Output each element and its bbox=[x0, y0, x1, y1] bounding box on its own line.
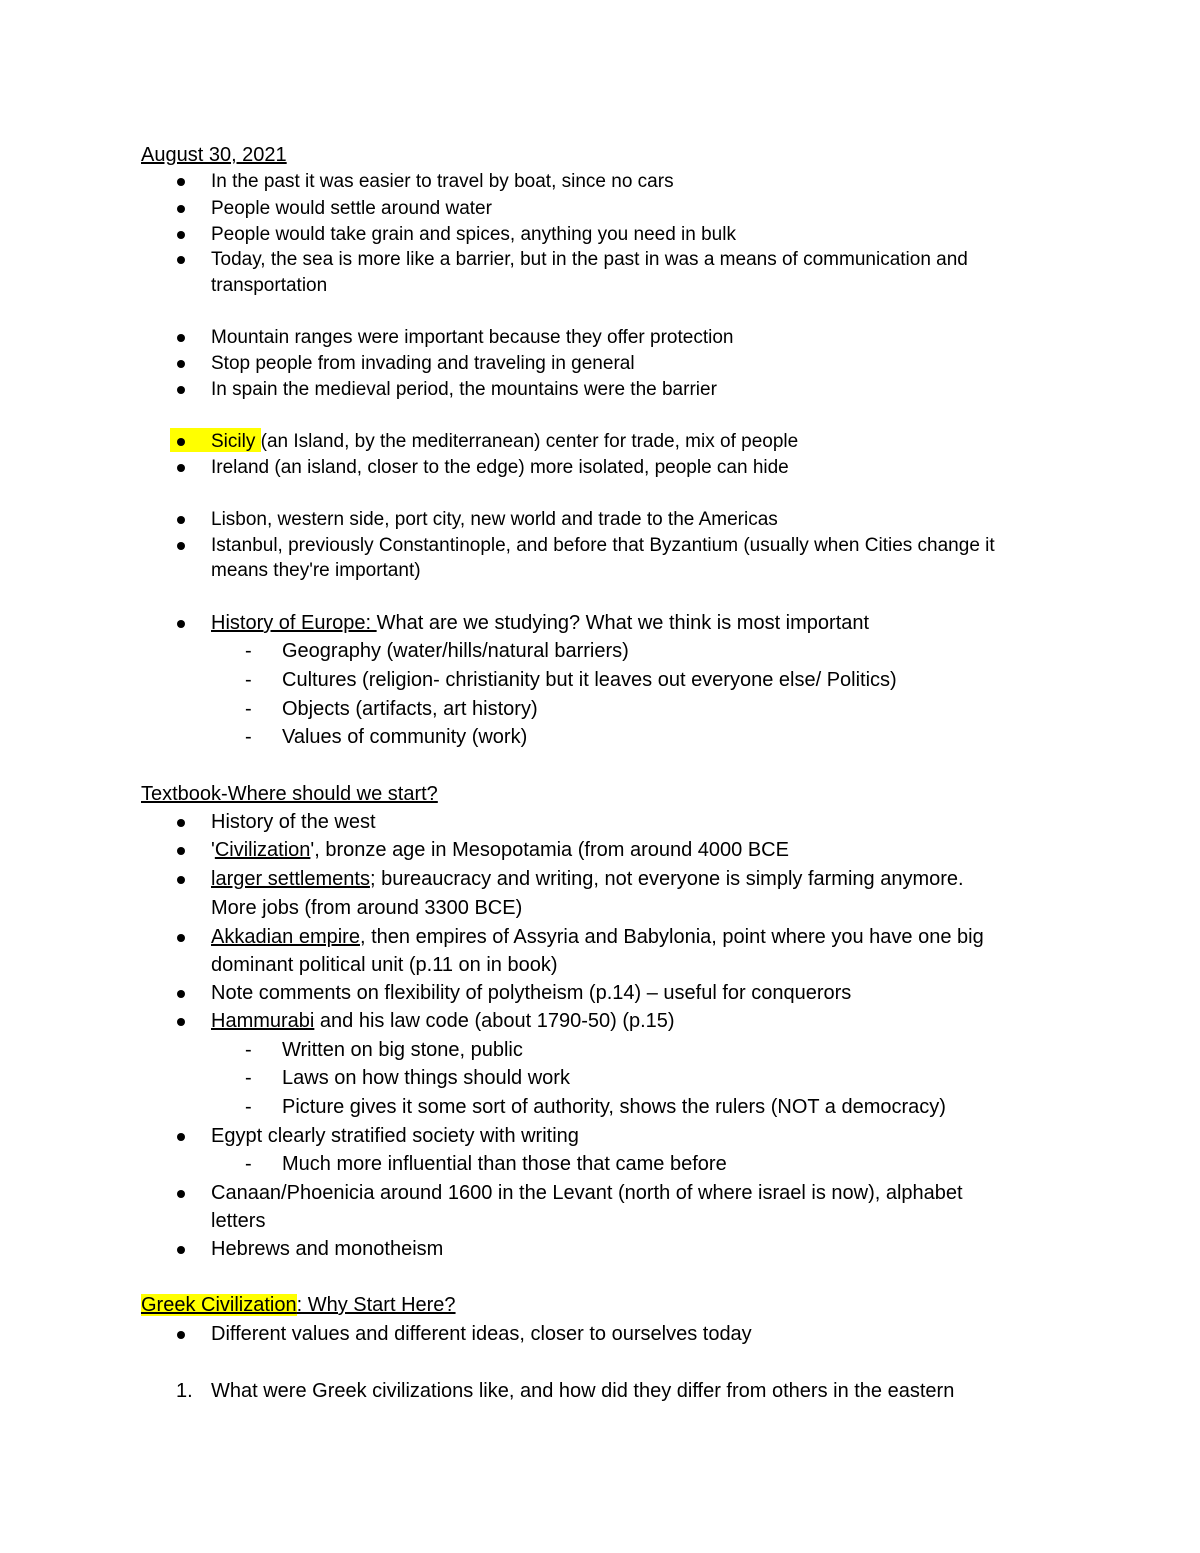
list-item: People would settle around water bbox=[211, 198, 492, 219]
dash-icon: - bbox=[245, 698, 252, 720]
numbered-item: What were Greek civilizations like, and how did they differ from others in the eastern bbox=[211, 1380, 955, 1402]
bullet-icon bbox=[177, 231, 185, 239]
list-item: Stop people from invading and traveling in general bbox=[211, 353, 635, 374]
bullet-icon bbox=[177, 847, 185, 855]
bullet-icon bbox=[177, 464, 185, 472]
list-item: People would take grain and spices, anything you need in bulk bbox=[211, 224, 736, 245]
underlined-term: Hammurabi bbox=[211, 1010, 315, 1032]
bullet-icon bbox=[177, 1133, 185, 1141]
list-item-continuation: dominant political unit (p.11 on in book) bbox=[211, 954, 558, 976]
bullet-icon bbox=[177, 386, 185, 394]
sub-list-item: Picture gives it some sort of authority, shows the rulers (NOT a democracy) bbox=[282, 1096, 946, 1118]
list-item: Istanbul, previously Constantinople, and before that Byzantium (usually when Cities change it bbox=[211, 535, 995, 556]
bullet-icon bbox=[177, 205, 185, 213]
bullet-icon bbox=[177, 876, 185, 884]
list-item: Canaan/Phoenicia around 1600 in the Levant (north of where israel is now), alphabet bbox=[211, 1182, 963, 1204]
bullet-icon bbox=[177, 1331, 185, 1339]
section-heading-aug30: August 30, 2021 bbox=[141, 144, 287, 166]
bullet-icon bbox=[177, 934, 185, 942]
highlighted-term: Greek Civilization bbox=[141, 1294, 297, 1316]
dash-icon: - bbox=[245, 640, 252, 662]
list-item: Lisbon, western side, port city, new world and trade to the Americas bbox=[211, 509, 778, 530]
bullet-icon bbox=[177, 360, 185, 368]
list-item: Different values and different ideas, closer to ourselves today bbox=[211, 1323, 752, 1345]
underlined-term: History of Europe: bbox=[211, 612, 377, 634]
dash-icon: - bbox=[245, 669, 252, 691]
sub-list-item: Written on big stone, public bbox=[282, 1039, 523, 1061]
bullet-icon bbox=[177, 334, 185, 342]
list-item: Ireland (an island, closer to the edge) more isolated, people can hide bbox=[211, 457, 789, 478]
list-item: Sicily (an Island, by the mediterranean) center for trade, mix of people bbox=[211, 431, 799, 452]
sub-list-item: Laws on how things should work bbox=[282, 1067, 570, 1089]
list-item-continuation: transportation bbox=[211, 275, 328, 296]
list-item: Hammurabi and his law code (about 1790-50) (p.15) bbox=[211, 1010, 675, 1032]
sub-list-item: Objects (artifacts, art history) bbox=[282, 698, 538, 720]
bullet-icon bbox=[177, 1246, 185, 1254]
list-item: History of the west bbox=[211, 811, 376, 833]
list-item: Hebrews and monotheism bbox=[211, 1238, 444, 1260]
sub-list-item: Geography (water/hills/natural barriers) bbox=[282, 640, 629, 662]
dash-icon: - bbox=[245, 1039, 252, 1061]
list-item: In the past it was easier to travel by boat, since no cars bbox=[211, 171, 674, 192]
list-item: 'Civilization', bronze age in Mesopotamia (from around 4000 BCE bbox=[211, 839, 789, 861]
sub-list-item: Cultures (religion- christianity but it leaves out everyone else/ Politics) bbox=[282, 669, 897, 691]
list-item: Akkadian empire, then empires of Assyria and Babylonia, point where you have one big bbox=[211, 926, 984, 948]
list-item-continuation: letters bbox=[211, 1210, 266, 1232]
numbered-marker: 1. bbox=[176, 1380, 193, 1402]
sub-list-item: Much more influential than those that came before bbox=[282, 1153, 727, 1175]
underlined-term: Civilization bbox=[214, 839, 311, 861]
underlined-term: Akkadian empire bbox=[211, 926, 360, 948]
bullet-icon bbox=[177, 819, 185, 827]
underlined-term: larger settlements bbox=[211, 868, 370, 890]
highlighted-term: Sicily bbox=[211, 431, 256, 452]
bullet-icon bbox=[177, 516, 185, 524]
dash-icon: - bbox=[245, 1067, 252, 1089]
list-item-continuation: means they're important) bbox=[211, 560, 421, 581]
bullet-icon bbox=[177, 438, 185, 446]
bullet-icon bbox=[177, 178, 185, 186]
bullet-icon bbox=[177, 1018, 185, 1026]
bullet-icon bbox=[177, 620, 185, 628]
list-item: History of Europe: What are we studying? What we think is most important bbox=[211, 612, 870, 634]
bullet-icon bbox=[177, 990, 185, 998]
bullet-icon bbox=[177, 542, 185, 550]
list-item: larger settlements; bureaucracy and writing, not everyone is simply farming anymore. bbox=[211, 868, 964, 890]
list-item: Today, the sea is more like a barrier, but in the past in was a means of communication and bbox=[211, 249, 968, 270]
list-item: Note comments on flexibility of polytheism (p.14) – useful for conquerors bbox=[211, 982, 852, 1004]
list-item: Egypt clearly stratified society with writing bbox=[211, 1125, 579, 1147]
section-heading-greek: Greek Civilization: Why Start Here? bbox=[141, 1294, 456, 1316]
list-item-continuation: More jobs (from around 3300 BCE) bbox=[211, 897, 523, 919]
bullet-icon bbox=[177, 256, 185, 264]
list-item: In spain the medieval period, the mountains were the barrier bbox=[211, 379, 717, 400]
dash-icon: - bbox=[245, 1153, 252, 1175]
section-heading-textbook: Textbook-Where should we start? bbox=[141, 783, 438, 805]
bullet-icon bbox=[177, 1190, 185, 1198]
sub-list-item: Values of community (work) bbox=[282, 726, 528, 748]
dash-icon: - bbox=[245, 1096, 252, 1118]
list-item: Mountain ranges were important because they offer protection bbox=[211, 327, 734, 348]
dash-icon: - bbox=[245, 726, 252, 748]
